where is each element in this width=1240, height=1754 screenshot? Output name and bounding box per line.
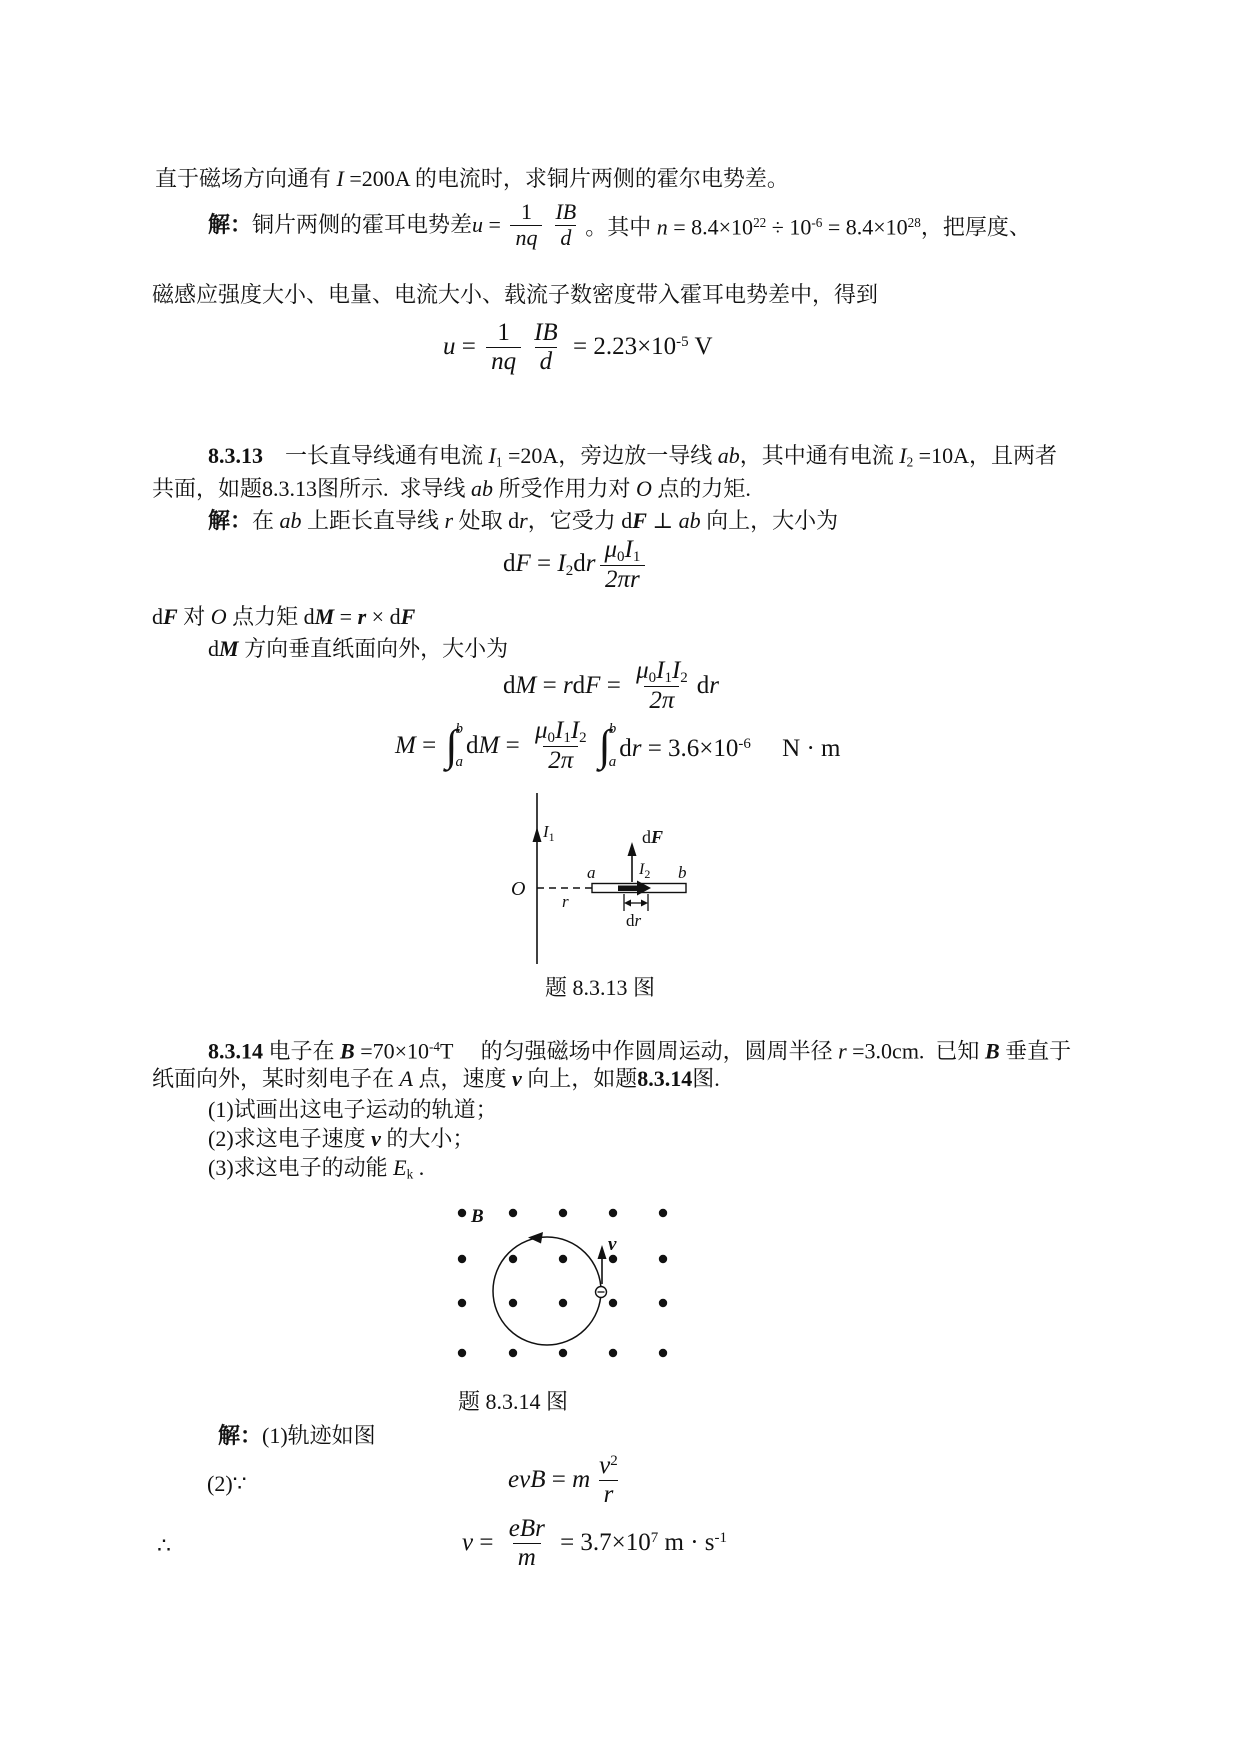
formula-text: dr = $3.6\times 10^{-6}$ N · m (619, 735, 841, 762)
fraction-mu0I1I2-over-2pi (530, 717, 592, 776)
label-dr: dr (626, 911, 642, 930)
field-dot (458, 1209, 466, 1217)
figure-8-3-13-caption: 题 8.3.13 图 (545, 975, 656, 1000)
formula-text: dM = (466, 732, 526, 759)
label-I1: $I_1$ (543, 822, 555, 844)
label-B: B (471, 1206, 484, 1227)
solution-text: 。其中 $n = 8.4\times 10^{22} \div 10^{-6} = 8.4\times 10^{28}$，把厚度、 (585, 214, 1031, 240)
denominator: nq (486, 347, 521, 376)
denominator: r (599, 1480, 619, 1509)
because-marker: (2)∵ (207, 1471, 247, 1496)
denominator: 2π (644, 686, 679, 715)
paragraph-8314-line1: 8.3.14 电子在 $B =70\times 10^{-4}T$ 的匀强磁场中作圆周运动，圆周半径 r =3.0cm. 已知 B 垂直于 (208, 1038, 1072, 1064)
label-a: a (587, 863, 596, 882)
field-dot (559, 1209, 567, 1217)
lower-limit: a (608, 754, 617, 770)
integral-sign: ∫ (598, 721, 611, 771)
fraction-IB-over-d (550, 200, 581, 250)
field-dot (659, 1209, 667, 1217)
formula-dM (503, 658, 719, 714)
field-dot (509, 1349, 517, 1357)
label-v: v (608, 1234, 617, 1255)
denominator: d (535, 347, 558, 376)
upper-limit: b (608, 721, 617, 737)
current-I1-arrowhead (533, 827, 542, 842)
integral-a-to-b (445, 720, 463, 772)
paragraph-hall-question: 直于磁场方向通有 I =200A 的电流时，求铜片两侧的霍尔电势差。 (155, 166, 789, 191)
denominator: 2πr (600, 565, 645, 594)
paragraph-hall-solution (208, 190, 1031, 260)
figure-8-3-14-caption: 题 8.3.14 图 (458, 1389, 569, 1414)
integral-a-to-b (599, 720, 617, 772)
field-dot (659, 1299, 667, 1307)
paragraph-8314-solution: 解：(1)轨迹如图 (218, 1423, 376, 1448)
field-dots (458, 1209, 667, 1357)
label-dF: dF (642, 827, 664, 847)
paragraph-hall-substitute: 磁感应强度大小、电量、电流大小、载流子数密度带入霍耳电势差中，得到 (152, 282, 879, 307)
field-dot (609, 1255, 617, 1263)
field-dot (509, 1209, 517, 1217)
denominator: d (555, 225, 576, 251)
fraction-v2-over-r (594, 1452, 623, 1509)
dr-arrow-left (624, 900, 631, 907)
lower-limit: a (455, 754, 463, 770)
fraction-1-over-nq (510, 200, 542, 250)
fraction-eBr-over-m (504, 1515, 550, 1572)
fraction-mu0I1-over-2pir (599, 536, 645, 595)
label-O: O (511, 878, 526, 900)
numerator: 1 (520, 198, 532, 224)
formula-M-integral (395, 716, 840, 776)
paragraph-8314-line2: 纸面向外，某时刻电子在 A 点，速度 v 向上，如题8.3.14图. (152, 1066, 720, 1091)
fraction-mu0I1I2-over-2pi (631, 657, 693, 716)
dF-arrowhead (628, 842, 637, 856)
dr-arrow-right (641, 900, 648, 907)
numerator: 1 (497, 318, 510, 346)
integral-sign: ∫ (445, 721, 458, 771)
field-dot (609, 1209, 617, 1217)
numerator: IB (555, 198, 577, 224)
formula-text: dM = rdF = (503, 672, 628, 699)
label-I2: $I_2$ (639, 861, 651, 881)
figure-8-3-14 (440, 1195, 700, 1370)
orbit-direction-arrowhead (528, 1232, 543, 1244)
denominator: 2π (543, 746, 578, 775)
figure-8-3-13 (480, 785, 780, 980)
field-dot (609, 1299, 617, 1307)
field-dot (609, 1349, 617, 1357)
paragraph-8313-line1: 8.3.13 一长直导线通有电流 $I_1 =20A$，旁边放一导线 ab，其中通有电流 $I_2 =10A$，且两者 (208, 443, 1057, 470)
field-dot (458, 1255, 466, 1263)
item-2: (2)求这电子速度 v 的大小； (208, 1126, 475, 1151)
velocity-arrowhead (598, 1245, 607, 1259)
paragraph-8313-line2: 共面，如题8.3.13图所示. 求导线 ab 所受作用力对 O 点的力矩. (152, 476, 751, 501)
orbit-circle (493, 1237, 601, 1345)
therefore-marker: ∴ (157, 1533, 171, 1558)
denominator: m (513, 1543, 541, 1572)
field-dot (458, 1349, 466, 1357)
upper-limit: b (455, 721, 463, 737)
line-dM-direction: dM 方向垂直纸面向外，大小为 (208, 636, 509, 661)
formula-text: u = (443, 333, 483, 360)
formula-text: dr (696, 672, 720, 699)
formula-text: = $2.23\times 10^{-5}$ V (566, 333, 713, 360)
line-moment-definition: dF 对 O 点力矩 dM = r × dF (152, 604, 416, 629)
numerator: $\mu_0I_1$ (604, 535, 641, 565)
numerator: eBr (508, 1514, 545, 1542)
formula-text: = $3.7\times 10^7$ $m \cdot s^{-1}$ (553, 1529, 728, 1556)
formula-text: evB = m (508, 1466, 591, 1493)
formula-text: v = (462, 1529, 500, 1556)
numerator: IB (534, 318, 558, 346)
numerator: $v^2$ (599, 1451, 618, 1479)
solution-text: 解：铜片两侧的霍耳电势差u = (208, 212, 507, 237)
field-dot (559, 1255, 567, 1263)
field-dot (509, 1255, 517, 1263)
formula-hall-result (443, 318, 713, 376)
field-dot (458, 1299, 466, 1307)
field-dot (659, 1255, 667, 1263)
field-dot (509, 1299, 517, 1307)
field-dot (559, 1299, 567, 1307)
field-dot (559, 1349, 567, 1357)
formula-text: M = (395, 732, 443, 759)
item-3: (3)求这电子的动能 $E_k$ . (208, 1155, 425, 1182)
denominator: nq (510, 225, 542, 251)
current-element-arrow (618, 881, 651, 896)
paragraph-8313-solution: 解：在 ab 上距长直导线 r 处取 dr，它受力 dF ⊥ ab 向上，大小为 (208, 508, 839, 533)
formula-evB (508, 1451, 627, 1509)
numerator: $\mu_0I_1I_2$ (636, 656, 688, 686)
formula-velocity (462, 1514, 727, 1572)
label-b: b (678, 863, 687, 882)
formula-dF (503, 537, 649, 593)
fraction-1-over-nq (486, 319, 521, 376)
fraction-IB-over-d (529, 319, 563, 376)
numerator: $\mu_0I_1I_2$ (534, 716, 587, 746)
item-1: (1)试画出这电子运动的轨道； (208, 1097, 498, 1122)
field-dot (659, 1349, 667, 1357)
formula-text: dF = $I_2dr$ (503, 550, 596, 579)
label-r: r (562, 892, 569, 911)
